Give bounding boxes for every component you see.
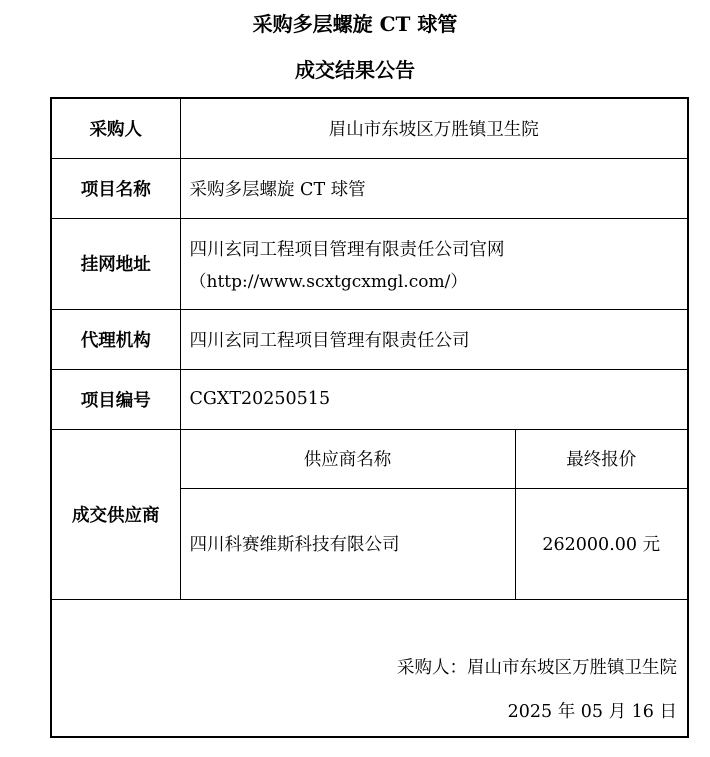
final-price: 262000.00 元: [515, 488, 688, 599]
row-supplier-header: [51, 429, 688, 488]
document-title: 采购多层螺旋 CT 球管: [252, 12, 458, 36]
result-table: [50, 97, 689, 738]
project-name-value: 采购多层螺旋 CT 球管: [180, 158, 688, 218]
signer: 采购人：眉山市东坡区万胜镇卫生院: [397, 657, 677, 678]
row-project-no: [51, 369, 688, 429]
row-project-name: [51, 158, 688, 218]
signature-block: [51, 599, 688, 737]
supplier-name: 四川科赛维斯科技有限公司: [180, 488, 515, 599]
project-no-label: 项目编号: [51, 369, 180, 429]
row-posting-address: [51, 218, 688, 309]
row-agency: [51, 309, 688, 369]
final-price-header: 最终报价: [515, 429, 688, 488]
posting-address-value: 四川玄同工程项目管理有限责任公司官网: [189, 239, 505, 260]
agency-value: 四川玄同工程项目管理有限责任公司: [180, 309, 688, 369]
posting-address-url: （http://www.scxtgcxmgl.com/）: [189, 271, 468, 292]
supplier-label: 成交供应商: [51, 429, 180, 599]
supplier-name-header: 供应商名称: [180, 429, 515, 488]
row-purchaser: [51, 98, 688, 158]
project-no-value: CGXT20250515: [180, 369, 688, 429]
purchaser-label: 采购人: [51, 98, 180, 158]
sign-date: 2025 年 05 月 16 日: [507, 701, 677, 722]
agency-label: 代理机构: [51, 309, 180, 369]
posting-address-label: 挂网地址: [51, 218, 180, 309]
row-signature: [51, 599, 688, 737]
purchaser-value: 眉山市东坡区万胜镇卫生院: [180, 98, 688, 158]
project-name-label: 项目名称: [51, 158, 180, 218]
document-subtitle: 成交结果公告: [295, 58, 415, 82]
posting-address-cell: [180, 218, 688, 309]
